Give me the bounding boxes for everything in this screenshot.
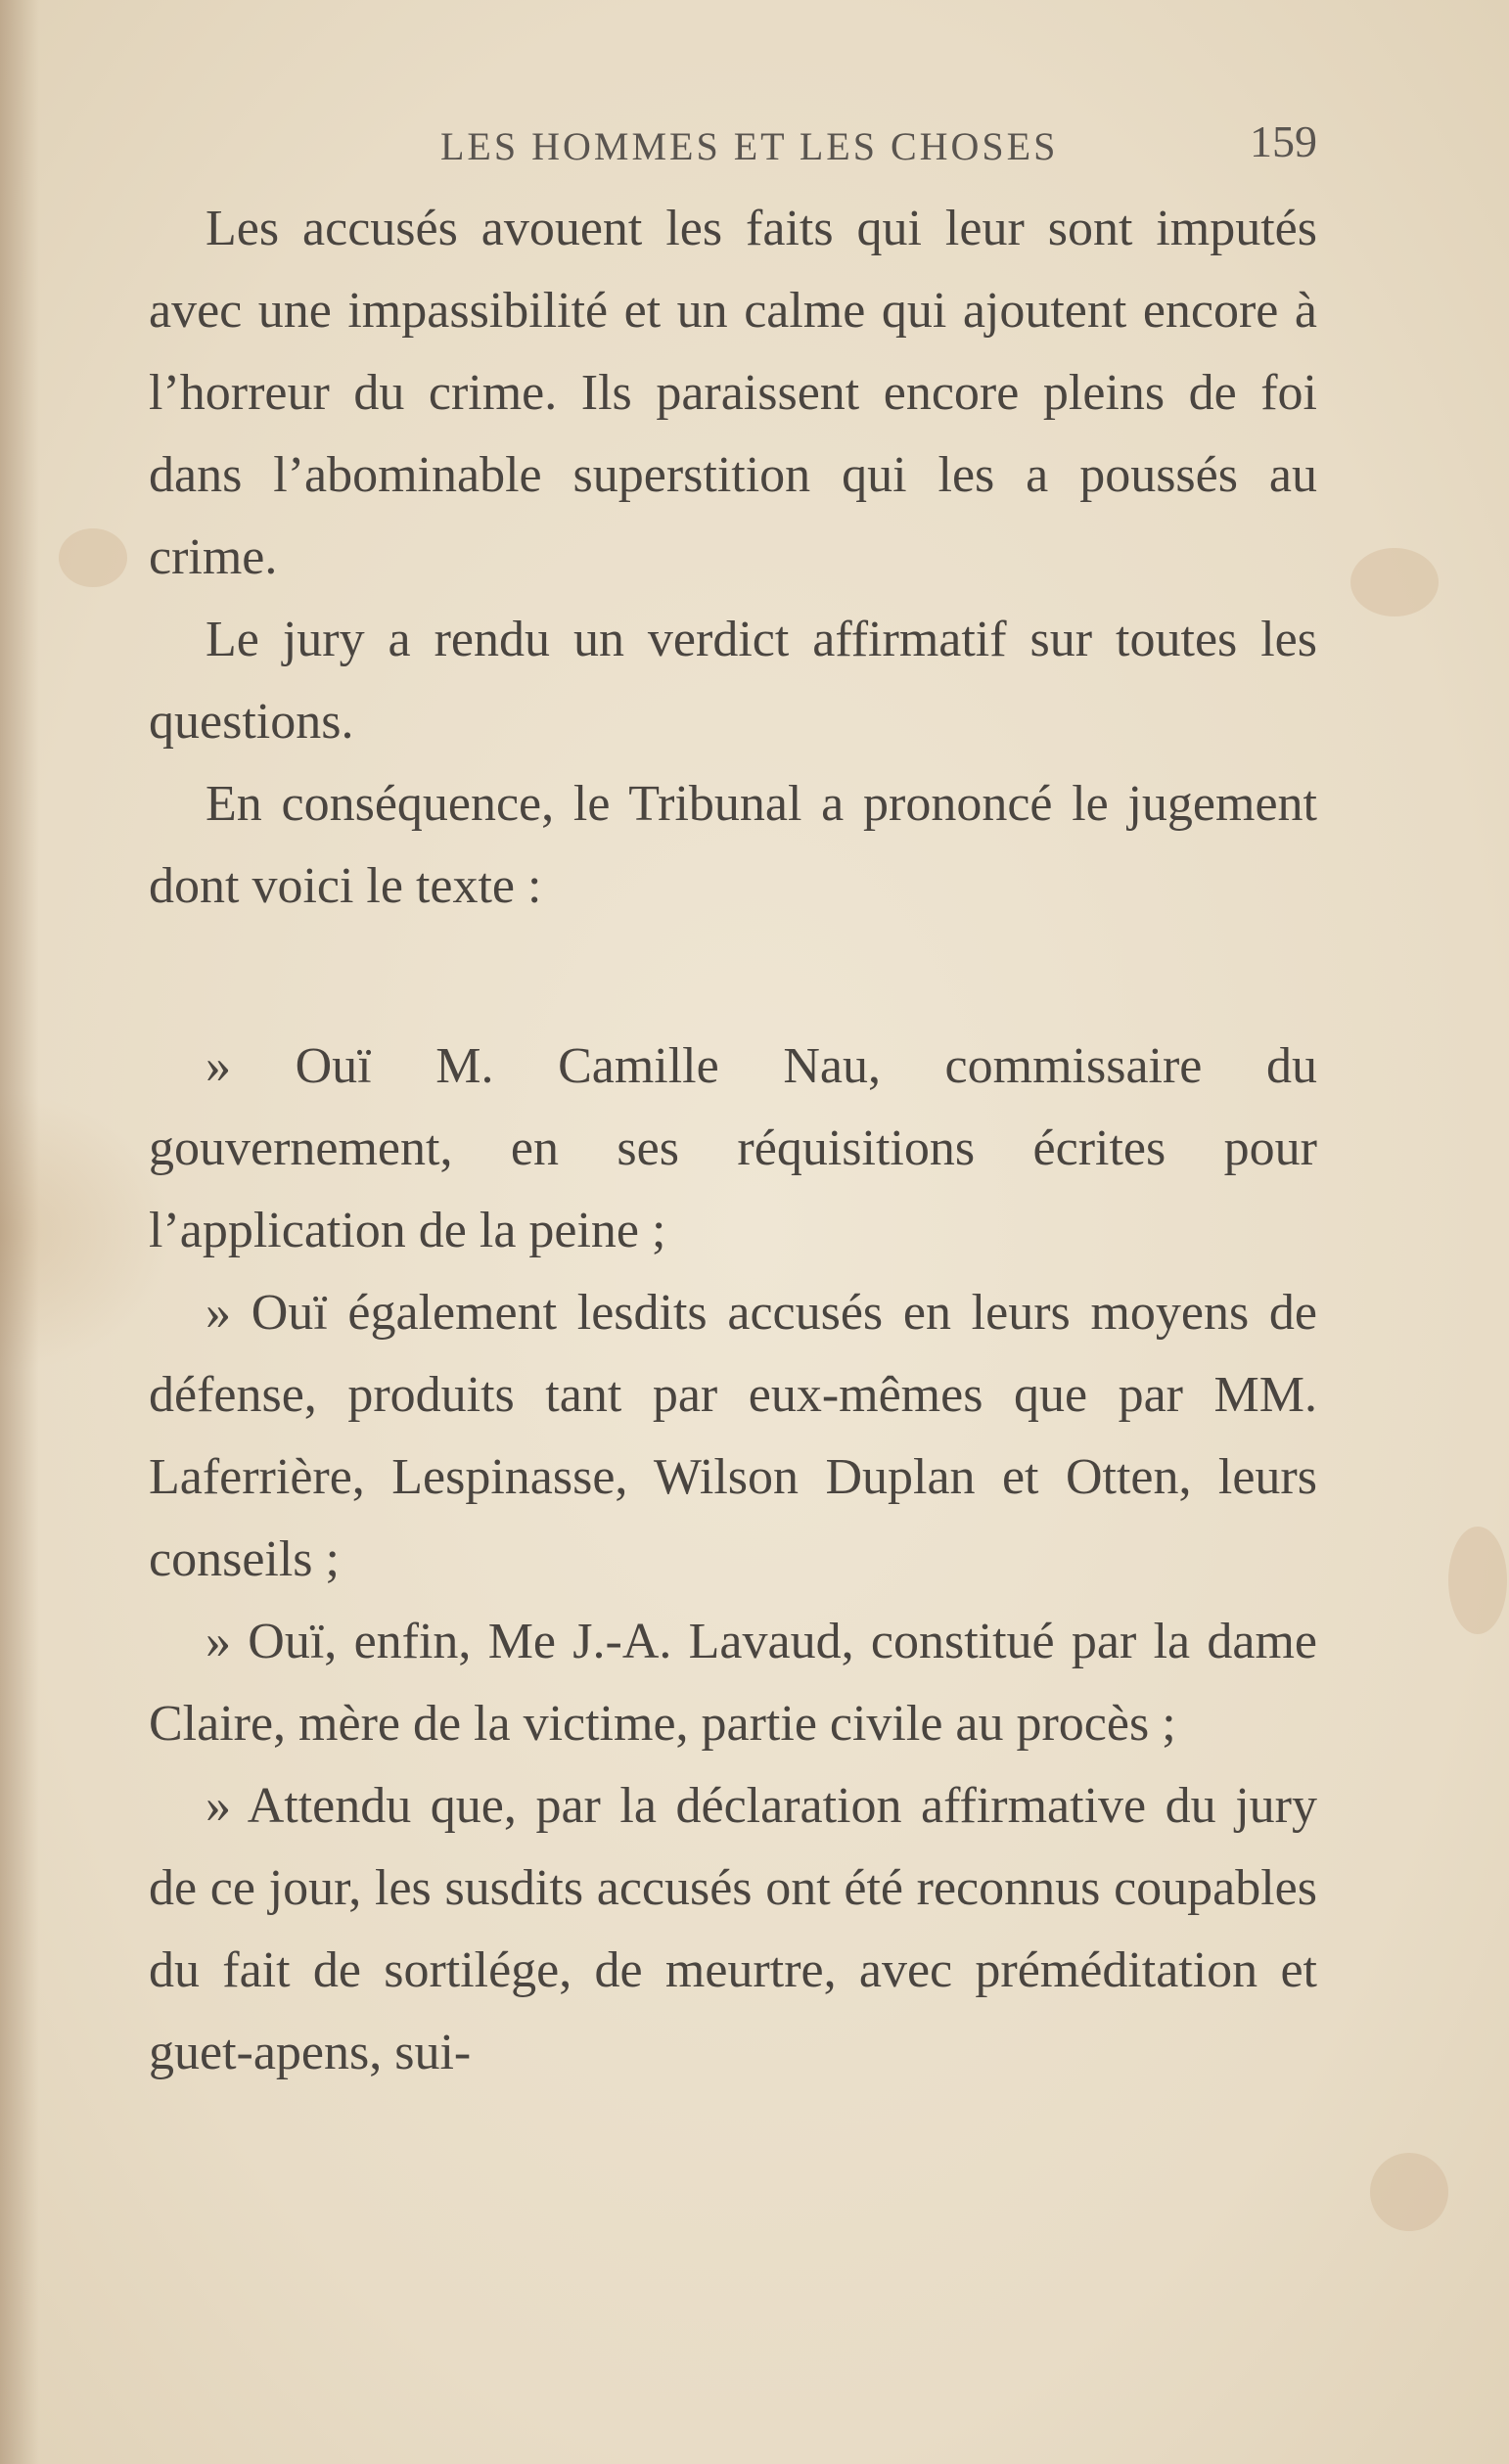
paragraph: » Attendu que, par la déclaration affirmative du jury de ce jour, les susdits accusés ont été reconnus coupables du fait de sortilége, de meurtre, avec préméditation et guet-apens, sui- bbox=[149, 1778, 1317, 2080]
page-header bbox=[147, 115, 1317, 174]
paragraph: En conséquence, le Tribunal a prononcé le jugement dont voici le texte : bbox=[149, 776, 1317, 914]
paper-stain bbox=[1448, 1527, 1507, 1634]
paragraph: Les accusés avouent les faits qui leur sont imputés avec une impassibilité et un calme qui ajoutent encore à l’horreur du crime. Ils paraissent encore pleins de foi dans l’abominable superstition qui les a poussés au crime. bbox=[149, 201, 1317, 585]
paragraph: » Ouï M. Camille Nau, commissaire du gouvernement, en ses réquisitions écrites pour l’application de la peine ; bbox=[149, 1038, 1317, 1258]
paper-stain bbox=[59, 528, 127, 587]
page-number: 159 bbox=[1250, 116, 1317, 166]
paragraph: » Ouï, enfin, Me J.-A. Lavaud, constitué par la dame Claire, mère de la victime, partie civile au procès ; bbox=[149, 1614, 1317, 1752]
running-head: LES HOMMES ET LES CHOSES bbox=[440, 124, 1059, 168]
paper-stain bbox=[1350, 548, 1439, 616]
paragraph: Le jury a rendu un verdict affirmatif sur toutes les questions. bbox=[149, 612, 1317, 750]
paragraph: » Ouï également lesdits accusés en leurs moyens de défense, produits tant par eux-mêmes que par MM. Laferrière, Lespinasse, Wilson Duplan et Otten, leurs conseils ; bbox=[149, 1285, 1317, 1587]
page-edge-shadow bbox=[0, 0, 39, 2464]
paper-stain bbox=[1370, 2153, 1448, 2231]
body-text bbox=[149, 188, 1317, 2094]
